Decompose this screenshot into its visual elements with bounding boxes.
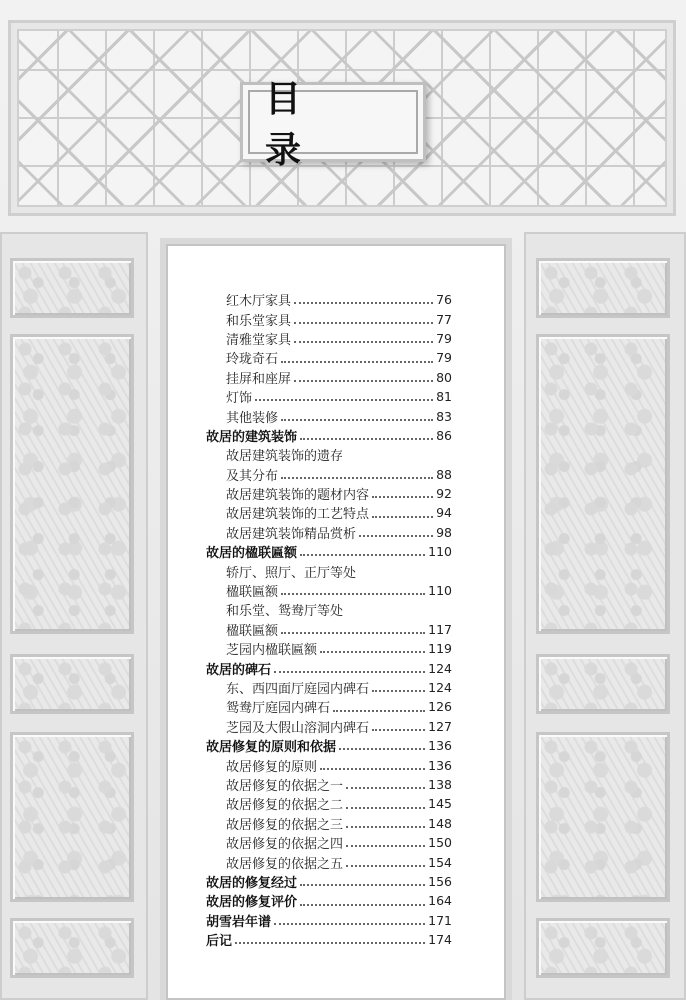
toc-entry [206,658,452,677]
dot-leader [294,379,433,382]
toc-entry [206,911,452,930]
toc-entry [206,697,452,716]
dot-leader [235,941,425,944]
dot-leader [274,670,425,673]
toc-entry [206,852,452,871]
toc-entry-label: 后记 [206,934,233,950]
dot-leader [300,883,425,886]
toc-entry [206,309,452,328]
toc-entry-page: 86 [436,427,452,443]
table-of-contents [206,290,452,949]
toc-entry [206,891,452,910]
dot-leader [346,844,425,847]
toc-entry-label: 故居的修复经过 [206,875,298,891]
toc-entry-page: 156 [428,873,452,889]
carving-left-5 [10,918,134,978]
dot-leader [372,728,425,731]
carving-left-2 [10,334,134,634]
carving-right-2 [536,334,670,634]
toc-entry-page: 119 [428,641,452,657]
toc-entry-label: 胡雪岩年谱 [206,914,272,930]
toc-entry-page: 136 [428,738,452,754]
toc-entry [206,872,452,891]
toc-entry-page: 83 [436,408,452,424]
toc-entry-label: 挂屏和座屏 [226,371,292,387]
toc-entry-page: 92 [436,486,452,502]
toc-entry-page: 110 [428,544,452,560]
toc-entry-page: 126 [428,699,452,715]
carving-right-4 [536,732,670,902]
toc-entry-page: 88 [436,466,452,482]
toc-entry-label: 故居建筑装饰的题材内容 [226,488,370,504]
dot-leader [346,864,425,867]
toc-entry-page: 171 [428,912,452,928]
toc-entry [206,426,452,445]
toc-entry-label: 故居建筑装饰的工艺特点 [226,507,370,523]
dot-leader [281,476,433,479]
toc-entry [206,717,452,736]
dot-leader [339,747,425,750]
toc-entry-label: 故居的建筑装饰 [206,429,298,445]
toc-entry [206,329,452,348]
toc-entry-label: 故居修复的依据之二 [226,798,344,814]
toc-entry [206,368,452,387]
toc-entry [206,561,452,580]
dot-leader [346,786,425,789]
toc-entry-page: 154 [428,854,452,870]
toc-entry-page: 81 [436,389,452,405]
toc-entry [206,600,452,619]
toc-entry-page: 76 [436,292,452,308]
toc-entry [206,503,452,522]
toc-entry-page: 79 [436,350,452,366]
toc-entry [206,794,452,813]
toc-entry-label: 故居的碑石 [206,662,272,678]
carving-left-3 [10,654,134,714]
toc-entry-page: 94 [436,505,452,521]
toc-entry [206,465,452,484]
title-plaque [240,79,426,171]
toc-entry [206,542,452,561]
page-title: 目 录 [265,79,328,171]
dot-leader [320,650,425,653]
dot-leader [346,825,425,828]
toc-entry-label: 玲珑奇石 [226,352,279,368]
toc-entry-label: 轿厅、照厅、正厅等处 [226,565,357,581]
toc-entry-page: 174 [428,932,452,948]
toc-entry [206,755,452,774]
dot-leader [333,709,425,712]
toc-entry [206,406,452,425]
dot-leader [294,321,433,324]
toc-entry [206,387,452,406]
toc-entry-page: 98 [436,524,452,540]
toc-entry-label: 故居的楹联匾额 [206,546,298,562]
toc-entry-label: 其他装修 [226,410,279,426]
toc-entry-page: 124 [428,680,452,695]
dot-leader [372,495,433,498]
toc-entry-label: 及其分布 [226,468,279,484]
toc-entry-page: 150 [428,835,452,851]
toc-entry-page: 110 [428,583,452,599]
toc-entry-page: 145 [428,796,452,812]
dot-leader [300,553,425,556]
toc-entry-label: 清雅堂家具 [226,332,292,348]
toc-entry-page: 117 [428,621,452,637]
dot-leader [274,922,425,925]
toc-entry [206,348,452,367]
toc-entry-label: 故居修复的原则 [226,759,318,775]
carving-left-1 [10,258,134,318]
toc-entry-page: 138 [428,776,452,792]
toc-entry-label: 鸳鸯厅庭园内碑石 [226,701,331,717]
toc-entry [206,639,452,658]
dot-leader [281,592,425,595]
toc-entry [206,833,452,852]
toc-entry-page: 136 [428,757,452,773]
toc-entry-label: 故居的修复评价 [206,895,298,911]
toc-entry [206,678,452,697]
toc-entry [206,814,452,833]
toc-entry-label: 芝园内楹联匾额 [226,643,318,659]
dot-leader [372,515,433,518]
dot-leader [372,689,425,692]
carving-left-4 [10,732,134,902]
dot-leader [294,301,433,304]
left-carved-panel [0,232,148,1000]
toc-entry-page: 80 [436,369,452,385]
toc-entry-page: 124 [428,660,452,676]
toc-entry-label: 楹联匾额 [226,623,279,639]
toc-entry-page: 148 [428,815,452,831]
dot-leader [281,360,433,363]
right-carved-panel [524,232,686,1000]
toc-entry-page: 79 [436,330,452,346]
toc-entry-page: 77 [436,311,452,327]
dot-leader [346,806,425,809]
toc-entry-label: 故居建筑装饰精品赏析 [226,526,357,542]
toc-entry-label: 故居修复的依据之一 [226,778,344,794]
toc-entry [206,581,452,600]
dot-leader [281,631,425,634]
toc-entry [206,484,452,503]
toc-entry-label: 红木厅家具 [226,294,292,310]
toc-entry-page: 127 [428,718,452,734]
toc-entry-label: 故居修复的依据之三 [226,817,344,833]
toc-entry [206,290,452,309]
dot-leader [281,418,433,421]
toc-entry-label: 故居修复的依据之四 [226,837,344,853]
dot-leader [359,534,433,537]
toc-entry [206,736,452,755]
toc-entry [206,930,452,949]
dot-leader [300,903,425,906]
dot-leader [300,437,433,440]
toc-entry-label: 东、西四面厅庭园内碑石 [226,682,370,697]
toc-entry [206,775,452,794]
toc-entry-label: 和乐堂家具 [226,313,292,329]
toc-entry-label: 和乐堂、鸳鸯厅等处 [226,604,344,620]
toc-entry-label: 楹联匾额 [226,585,279,601]
toc-entry-label: 故居修复的依据之五 [226,856,344,872]
dot-leader [255,398,433,401]
toc-entry [206,523,452,542]
toc-entry [206,620,452,639]
dot-leader [294,340,433,343]
dot-leader [320,767,425,770]
toc-entry-label: 灯饰 [226,391,253,407]
carving-right-5 [536,918,670,978]
toc-entry-label: 芝园及大假山溶洞内碑石 [226,720,370,736]
toc-entry-label: 故居建筑装饰的遗存 [226,449,344,465]
toc-entry [206,445,452,464]
carving-right-1 [536,258,670,318]
carving-right-3 [536,654,670,714]
toc-entry-page: 164 [428,893,452,909]
toc-entry-label: 故居修复的原则和依据 [206,740,337,756]
